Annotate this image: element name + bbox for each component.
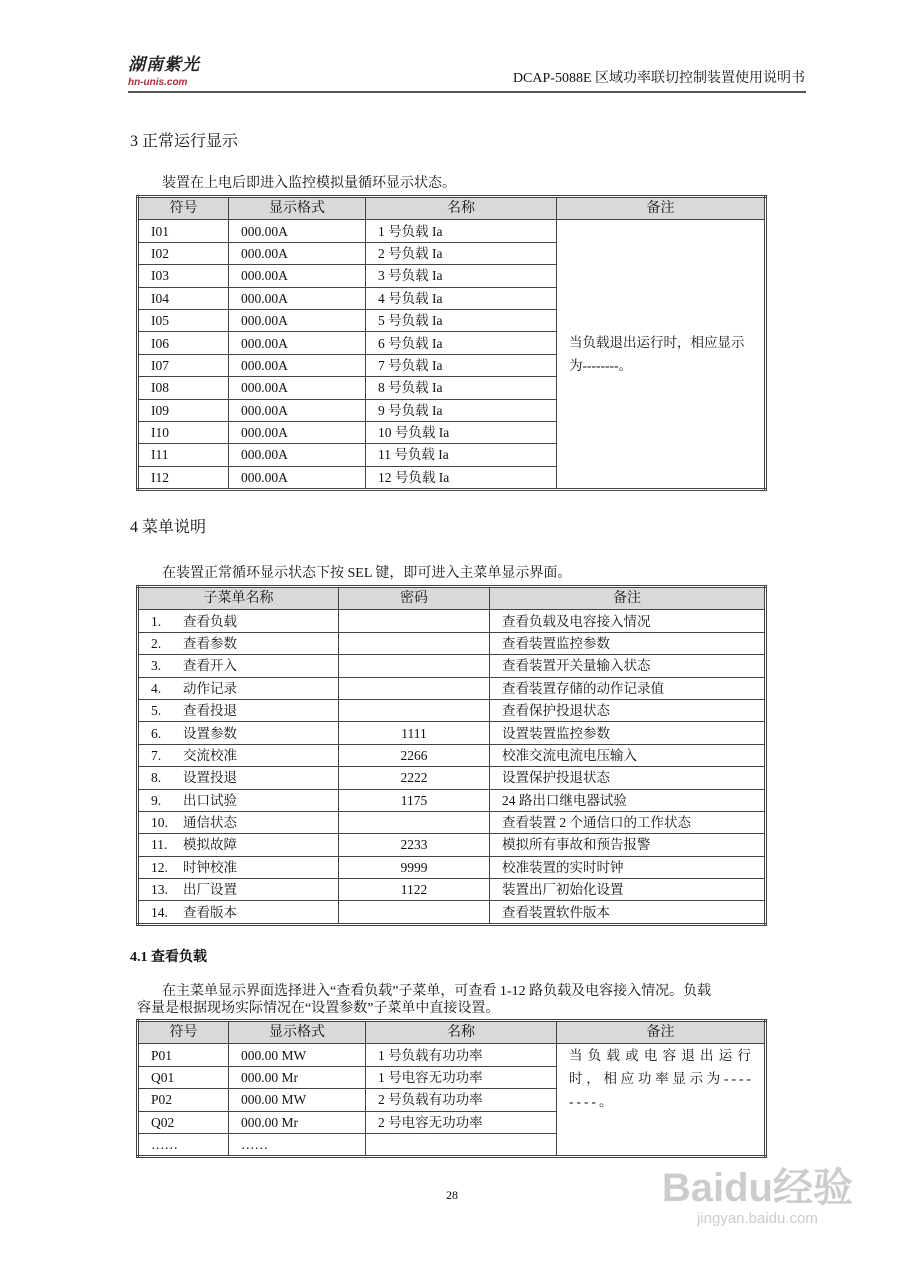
symbol-cell: Q02	[138, 1111, 229, 1133]
submenu-index: 4.	[151, 680, 162, 696]
remark-cell: 查看装置开关量输入状态	[490, 655, 766, 677]
symbol-cell: ……	[138, 1133, 229, 1156]
table-row	[138, 699, 766, 721]
submenu-index: 14.	[151, 904, 168, 920]
symbol-cell: I06	[138, 332, 229, 354]
column-header: 备注	[557, 197, 766, 220]
submenu-name: 模拟故障	[183, 837, 237, 853]
column-header: 备注	[557, 1021, 766, 1044]
submenu-index: 8.	[151, 770, 162, 786]
name-cell: 10 号负载 Ia	[366, 421, 557, 443]
password-cell: 2266	[339, 744, 490, 766]
submenu-index: 7.	[151, 747, 162, 763]
section-4-1-intro-2: 容量是根据现场实际情况在“设置参数”子菜单中直接设置。	[137, 1001, 500, 1016]
symbol-cell: Q01	[138, 1066, 229, 1088]
submenu-name: 设置投退	[183, 770, 237, 786]
section-4-heading: 4 菜单说明	[130, 519, 207, 536]
password-cell: 1175	[339, 789, 490, 811]
table-row	[138, 856, 766, 878]
password-cell	[339, 699, 490, 721]
header-rule	[128, 91, 806, 93]
submenu-cell	[138, 699, 339, 721]
name-cell: 1 号电容无功功率	[366, 1066, 557, 1088]
remark-cell: 查看装置存储的动作记录值	[490, 677, 766, 699]
column-header: 符号	[138, 1021, 229, 1044]
remark-cell: 设置装置监控参数	[490, 722, 766, 744]
submenu-cell	[138, 879, 339, 901]
format-cell: 000.00 Mr	[229, 1066, 366, 1088]
name-cell: 2 号负载有功功率	[366, 1089, 557, 1111]
name-cell: 2 号负载 Ia	[366, 242, 557, 264]
symbol-cell: I09	[138, 399, 229, 421]
remark-cell: 查看负载及电容接入情况	[490, 610, 766, 632]
remark-cell: 模拟所有事故和预告报警	[490, 834, 766, 856]
table-row	[138, 901, 766, 924]
submenu-name: 查看参数	[183, 635, 237, 651]
submenu-name: 查看负载	[183, 613, 237, 629]
watermark-url: jingyan.baidu.com	[696, 1210, 818, 1227]
submenu-index: 10.	[151, 815, 168, 831]
name-cell: 3 号负载 Ia	[366, 265, 557, 287]
password-cell	[339, 677, 490, 699]
section-4-intro: 在装置正常循环显示状态下按 SEL 键，即可进入主菜单显示界面。	[162, 566, 572, 581]
symbol-cell: P02	[138, 1089, 229, 1111]
symbol-cell: I05	[138, 309, 229, 331]
submenu-cell	[138, 901, 339, 924]
format-cell: 000.00A	[229, 309, 366, 331]
format-cell: 000.00A	[229, 220, 366, 242]
remark-cell: 校准交流电流电压输入	[490, 744, 766, 766]
table-header-row	[138, 587, 766, 610]
table-row	[138, 610, 766, 632]
symbol-cell: I02	[138, 242, 229, 264]
format-cell: 000.00A	[229, 377, 366, 399]
submenu-name: 出厂设置	[183, 882, 237, 898]
password-cell: 9999	[339, 856, 490, 878]
name-cell: 1 号负载 Ia	[366, 220, 557, 242]
company-logo: 湖南紫光	[128, 55, 200, 74]
submenu-cell	[138, 655, 339, 677]
symbol-cell: I10	[138, 421, 229, 443]
table-row	[138, 879, 766, 901]
name-cell: 4 号负载 Ia	[366, 287, 557, 309]
column-header: 符号	[138, 197, 229, 220]
remark-cell: 24 路出口继电器试验	[490, 789, 766, 811]
remark-cell: 校准装置的实时时钟	[490, 856, 766, 878]
name-cell: 6 号负载 Ia	[366, 332, 557, 354]
submenu-index: 9.	[151, 792, 162, 808]
password-cell: 2233	[339, 834, 490, 856]
format-cell: 000.00A	[229, 421, 366, 443]
table-row	[138, 834, 766, 856]
table-header-row	[138, 1021, 766, 1044]
remark-cell: 设置保护投退状态	[490, 767, 766, 789]
format-cell: ……	[229, 1133, 366, 1156]
format-cell: 000.00A	[229, 287, 366, 309]
format-cell: 000.00A	[229, 444, 366, 466]
section-3-intro: 装置在上电后即进入监控模拟量循环显示状态。	[162, 176, 456, 191]
password-cell	[339, 632, 490, 654]
submenu-cell	[138, 632, 339, 654]
format-cell: 000.00 Mr	[229, 1111, 366, 1133]
submenu-cell	[138, 811, 339, 833]
section-3-heading: 3 正常运行显示	[130, 133, 239, 150]
submenu-cell	[138, 744, 339, 766]
name-cell: 1 号负载有功功率	[366, 1044, 557, 1066]
column-header: 显示格式	[229, 197, 366, 220]
name-cell: 11 号负载 Ia	[366, 444, 557, 466]
submenu-cell	[138, 856, 339, 878]
password-cell: 2222	[339, 767, 490, 789]
submenu-name: 通信状态	[183, 815, 237, 831]
company-logo-url: hn-unis.com	[128, 77, 188, 88]
submenu-name: 查看版本	[183, 904, 237, 920]
column-header: 名称	[366, 1021, 557, 1044]
password-cell	[339, 655, 490, 677]
column-header: 备注	[490, 587, 766, 610]
submenu-index: 1.	[151, 613, 162, 629]
submenu-name: 动作记录	[183, 680, 237, 696]
symbol-cell: I01	[138, 220, 229, 242]
table-row	[138, 789, 766, 811]
format-cell: 000.00A	[229, 399, 366, 421]
format-cell: 000.00A	[229, 466, 366, 489]
format-cell: 000.00A	[229, 332, 366, 354]
menu-table	[136, 585, 767, 926]
submenu-name: 查看投退	[183, 703, 237, 719]
remark-cell: 查看保护投退状态	[490, 699, 766, 721]
table-row	[138, 811, 766, 833]
symbol-cell: I04	[138, 287, 229, 309]
name-cell: 9 号负载 Ia	[366, 399, 557, 421]
table-row	[138, 220, 766, 242]
password-cell: 1111	[339, 722, 490, 744]
submenu-name: 交流校准	[183, 747, 237, 763]
note-cell: 当负载退出运行时，相应显示为--------。	[557, 220, 766, 490]
symbol-cell: I11	[138, 444, 229, 466]
submenu-cell	[138, 789, 339, 811]
symbol-cell: I08	[138, 377, 229, 399]
name-cell	[366, 1133, 557, 1156]
page-number: 28	[446, 1188, 458, 1202]
symbol-cell: I07	[138, 354, 229, 376]
table-row	[138, 677, 766, 699]
password-cell	[339, 811, 490, 833]
submenu-name: 设置参数	[183, 725, 237, 741]
section-4-1-intro-1: 在主菜单显示界面选择进入“查看负载”子菜单，可查看 1-12 路负载及电容接入情况。负载	[162, 984, 712, 999]
name-cell: 12 号负载 Ia	[366, 466, 557, 489]
submenu-cell	[138, 610, 339, 632]
watermark-logo	[662, 1166, 853, 1228]
table-row	[138, 722, 766, 744]
name-cell: 5 号负载 Ia	[366, 309, 557, 331]
format-cell: 000.00 MW	[229, 1044, 366, 1066]
name-cell: 2 号电容无功功率	[366, 1111, 557, 1133]
remark-cell: 查看装置 2 个通信口的工作状态	[490, 811, 766, 833]
submenu-index: 3.	[151, 658, 162, 674]
password-cell	[339, 610, 490, 632]
table-row	[138, 655, 766, 677]
submenu-cell	[138, 677, 339, 699]
format-cell: 000.00A	[229, 354, 366, 376]
column-header: 名称	[366, 197, 557, 220]
submenu-index: 13.	[151, 882, 168, 898]
watermark-brand: Baidu经验	[661, 1166, 853, 1210]
format-cell: 000.00 MW	[229, 1089, 366, 1111]
submenu-cell	[138, 722, 339, 744]
format-cell: 000.00A	[229, 265, 366, 287]
password-cell: 1122	[339, 879, 490, 901]
column-header: 密码	[339, 587, 490, 610]
table-row	[138, 767, 766, 789]
symbol-cell: I03	[138, 265, 229, 287]
analog-display-table	[136, 195, 767, 491]
submenu-cell	[138, 767, 339, 789]
column-header: 子菜单名称	[138, 587, 339, 610]
document-title: DCAP-5088E 区域功率联切控制装置使用说明书	[512, 71, 805, 86]
table-header-row	[138, 197, 766, 220]
note-cell: 当负载或电容退出运行时，相应功率显示为--------。	[557, 1044, 766, 1157]
submenu-index: 11.	[151, 837, 168, 853]
submenu-index: 2.	[151, 635, 162, 651]
symbol-cell: P01	[138, 1044, 229, 1066]
name-cell: 8 号负载 Ia	[366, 377, 557, 399]
load-view-table	[136, 1019, 767, 1158]
submenu-name: 查看开入	[183, 658, 237, 674]
table-row	[138, 632, 766, 654]
submenu-index: 6.	[151, 725, 162, 741]
submenu-index: 12.	[151, 859, 168, 875]
submenu-name: 时钟校准	[183, 859, 237, 875]
section-4-1-heading: 4.1 查看负载	[130, 950, 207, 965]
symbol-cell: I12	[138, 466, 229, 489]
column-header: 显示格式	[229, 1021, 366, 1044]
remark-cell: 装置出厂初始化设置	[490, 879, 766, 901]
password-cell	[339, 901, 490, 924]
remark-cell: 查看装置软件版本	[490, 901, 766, 924]
format-cell: 000.00A	[229, 242, 366, 264]
table-row	[138, 1044, 766, 1066]
name-cell: 7 号负载 Ia	[366, 354, 557, 376]
submenu-name: 出口试验	[183, 792, 237, 808]
table-row	[138, 744, 766, 766]
submenu-cell	[138, 834, 339, 856]
submenu-index: 5.	[151, 703, 162, 719]
remark-cell: 查看装置监控参数	[490, 632, 766, 654]
